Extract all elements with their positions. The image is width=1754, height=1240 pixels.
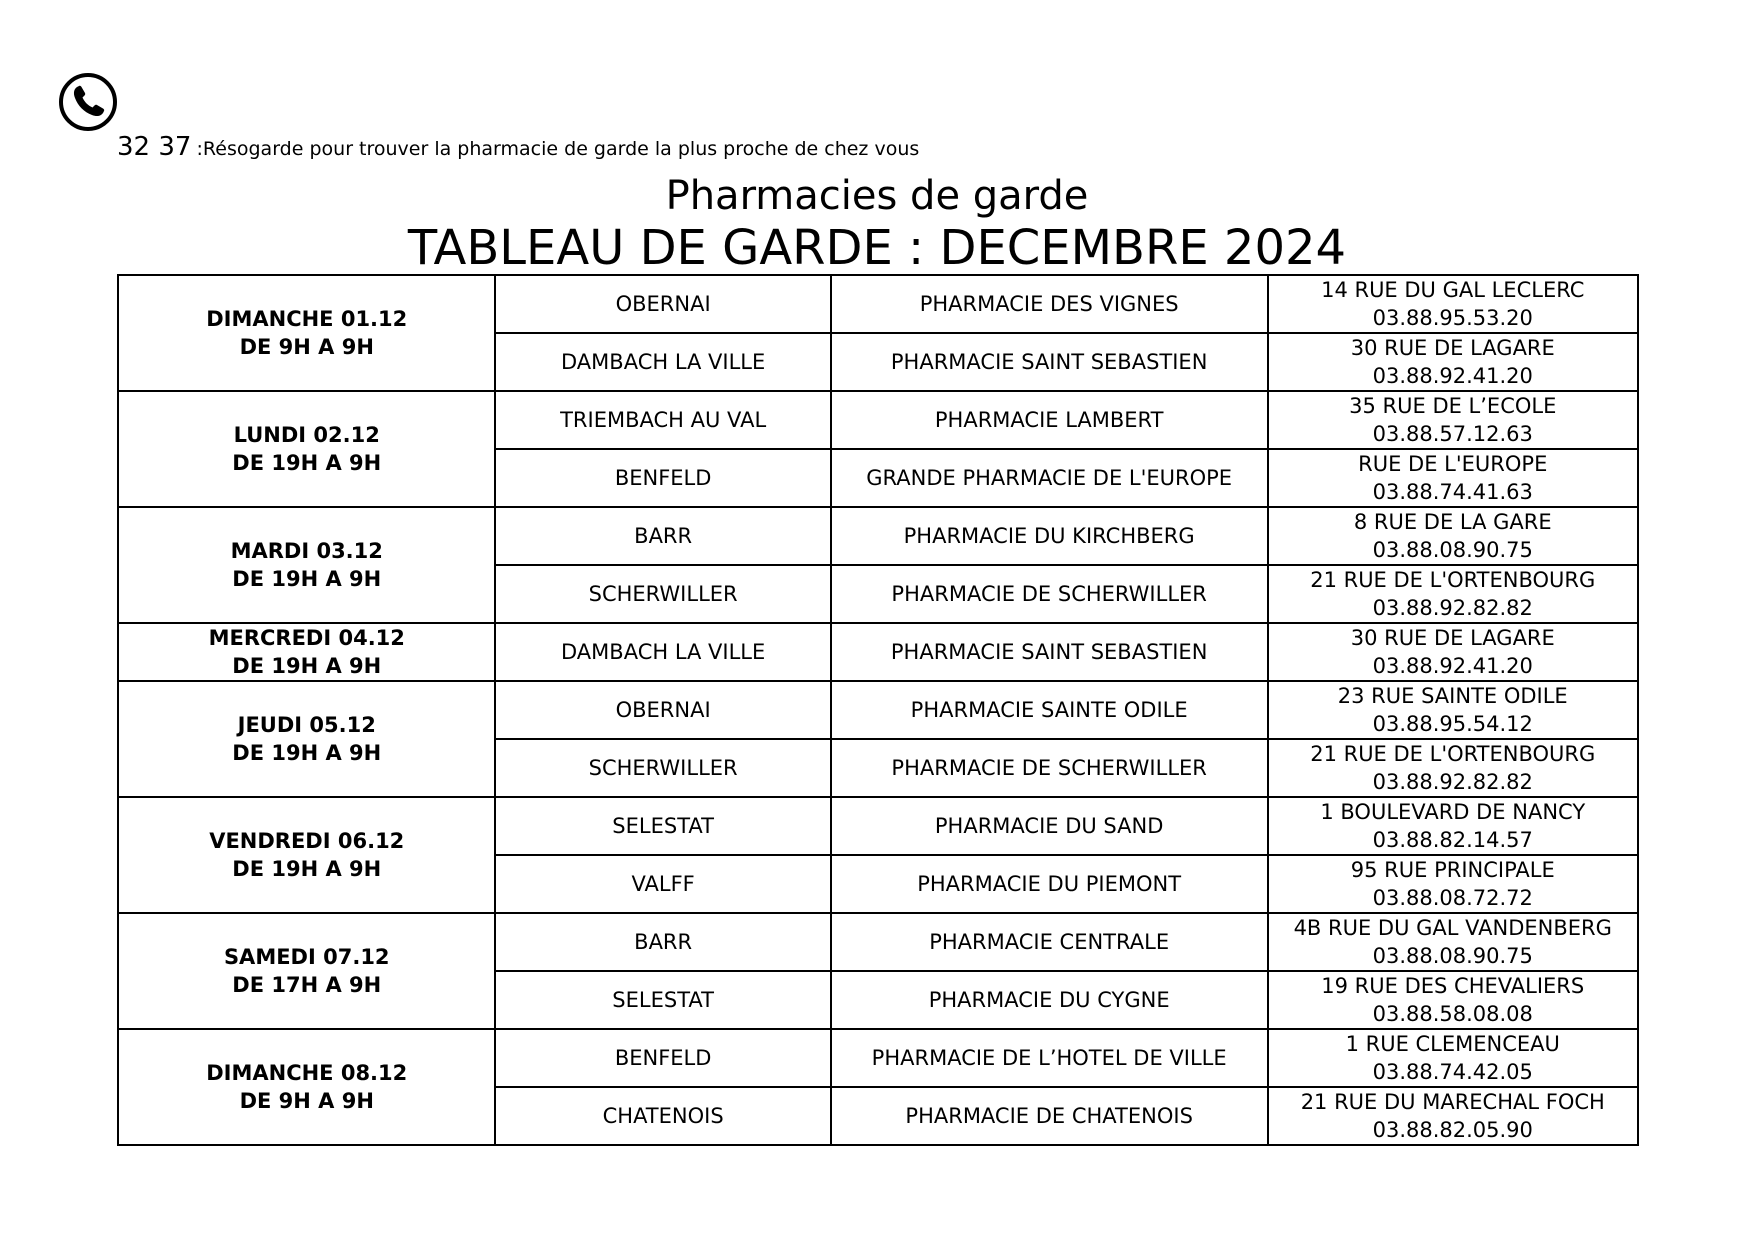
address-cell xyxy=(1268,797,1638,855)
phone-text: 03.88.74.42.05 xyxy=(1372,1060,1533,1084)
phone-text: 03.88.92.82.82 xyxy=(1372,770,1533,794)
town-cell: DAMBACH LA VILLE xyxy=(495,623,830,681)
hours-label: DE 9H A 9H xyxy=(239,1089,374,1113)
phone-text: 03.88.95.54.12 xyxy=(1372,712,1533,736)
day-label: SAMEDI 07.12 xyxy=(223,945,390,969)
address-text: 1 RUE CLEMENCEAU xyxy=(1345,1032,1560,1056)
day-cell xyxy=(118,681,495,797)
phone-text: 03.88.08.72.72 xyxy=(1372,886,1533,910)
address-text: 8 RUE DE LA GARE xyxy=(1353,510,1552,534)
town-cell: BARR xyxy=(495,913,830,971)
address-text: 23 RUE SAINTE ODILE xyxy=(1337,684,1568,708)
table-row xyxy=(118,1029,1638,1087)
hours-label: DE 19H A 9H xyxy=(232,654,382,678)
town-cell: BARR xyxy=(495,507,830,565)
address-cell xyxy=(1268,449,1638,507)
table-row xyxy=(118,275,1638,333)
page-title: TABLEAU DE GARDE : DECEMBRE 2024 xyxy=(407,220,1347,276)
phone-text: 03.88.74.41.63 xyxy=(1372,480,1533,504)
pharmacy-cell: PHARMACIE SAINT SEBASTIEN xyxy=(831,333,1268,391)
day-cell xyxy=(118,507,495,623)
phone-text: 03.88.08.90.75 xyxy=(1372,538,1533,562)
phone-text: 03.88.92.82.82 xyxy=(1372,596,1533,620)
town-cell: SELESTAT xyxy=(495,797,830,855)
pharmacy-cell: PHARMACIE DU CYGNE xyxy=(831,971,1268,1029)
address-text: 21 RUE DE L'ORTENBOURG xyxy=(1310,742,1596,766)
address-text: 14 RUE DU GAL LECLERC xyxy=(1321,278,1585,302)
hours-label: DE 9H A 9H xyxy=(239,335,374,359)
pharmacy-cell: PHARMACIE SAINTE ODILE xyxy=(831,681,1268,739)
pharmacy-cell: PHARMACIE DES VIGNES xyxy=(831,275,1268,333)
table-row xyxy=(118,797,1638,855)
day-cell xyxy=(118,1029,495,1145)
day-label: DIMANCHE 01.12 xyxy=(206,307,408,331)
pharmacy-cell: PHARMACIE DE SCHERWILLER xyxy=(831,739,1268,797)
day-label: DIMANCHE 08.12 xyxy=(206,1061,408,1085)
table-row xyxy=(118,391,1638,449)
hours-label: DE 17H A 9H xyxy=(232,973,382,997)
town-cell: BENFELD xyxy=(495,449,830,507)
pharmacy-cell: PHARMACIE DU SAND xyxy=(831,797,1268,855)
town-cell: OBERNAI xyxy=(495,275,830,333)
table-row xyxy=(118,507,1638,565)
pharmacy-cell: PHARMACIE DU KIRCHBERG xyxy=(831,507,1268,565)
address-cell xyxy=(1268,565,1638,623)
address-text: 4B RUE DU GAL VANDENBERG xyxy=(1293,916,1612,940)
guard-schedule-table xyxy=(117,274,1639,1146)
phone-text: 03.88.92.41.20 xyxy=(1372,654,1533,678)
address-text: 95 RUE PRINCIPALE xyxy=(1350,858,1555,882)
town-cell: SCHERWILLER xyxy=(495,739,830,797)
pharmacy-cell: PHARMACIE DE CHATENOIS xyxy=(831,1087,1268,1145)
pharmacy-cell: PHARMACIE DE SCHERWILLER xyxy=(831,565,1268,623)
table-row xyxy=(118,623,1638,681)
page-subtitle: Pharmacies de garde xyxy=(665,173,1089,219)
address-cell xyxy=(1268,507,1638,565)
phone-text: 03.88.92.41.20 xyxy=(1372,364,1533,388)
address-cell xyxy=(1268,855,1638,913)
pharmacy-cell: PHARMACIE LAMBERT xyxy=(831,391,1268,449)
address-text: 21 RUE DE L'ORTENBOURG xyxy=(1310,568,1596,592)
table-row xyxy=(118,913,1638,971)
hours-label: DE 19H A 9H xyxy=(232,857,382,881)
hotline-number: 32 37 xyxy=(117,132,192,162)
town-cell: TRIEMBACH AU VAL xyxy=(495,391,830,449)
address-cell xyxy=(1268,391,1638,449)
phone-icon xyxy=(58,72,118,132)
address-cell xyxy=(1268,623,1638,681)
pharmacy-cell: PHARMACIE DE L’HOTEL DE VILLE xyxy=(831,1029,1268,1087)
town-cell: CHATENOIS xyxy=(495,1087,830,1145)
address-cell xyxy=(1268,681,1638,739)
phone-text: 03.88.82.14.57 xyxy=(1372,828,1533,852)
pharmacy-cell: GRANDE PHARMACIE DE L'EUROPE xyxy=(831,449,1268,507)
phone-text: 03.88.82.05.90 xyxy=(1372,1118,1533,1142)
address-cell xyxy=(1268,275,1638,333)
address-text: 30 RUE DE LAGARE xyxy=(1350,336,1555,360)
phone-text: 03.88.95.53.20 xyxy=(1372,306,1533,330)
pharmacy-cell: PHARMACIE SAINT SEBASTIEN xyxy=(831,623,1268,681)
address-cell xyxy=(1268,333,1638,391)
town-cell: VALFF xyxy=(495,855,830,913)
phone-text: 03.88.58.08.08 xyxy=(1372,1002,1533,1026)
town-cell: DAMBACH LA VILLE xyxy=(495,333,830,391)
pharmacy-cell: PHARMACIE DU PIEMONT xyxy=(831,855,1268,913)
table-row xyxy=(118,681,1638,739)
address-cell xyxy=(1268,971,1638,1029)
pharmacy-cell: PHARMACIE CENTRALE xyxy=(831,913,1268,971)
hours-label: DE 19H A 9H xyxy=(232,567,382,591)
hours-label: DE 19H A 9H xyxy=(232,451,382,475)
day-cell xyxy=(118,797,495,913)
day-label: MERCREDI 04.12 xyxy=(208,626,405,650)
hours-label: DE 19H A 9H xyxy=(232,741,382,765)
day-label: MARDI 03.12 xyxy=(230,539,383,563)
address-cell xyxy=(1268,1029,1638,1087)
town-cell: SELESTAT xyxy=(495,971,830,1029)
address-cell xyxy=(1268,913,1638,971)
address-text: 35 RUE DE L’ECOLE xyxy=(1349,394,1557,418)
day-cell xyxy=(118,391,495,507)
address-text: 21 RUE DU MARECHAL FOCH xyxy=(1300,1090,1605,1114)
hotline xyxy=(117,132,919,162)
address-text: RUE DE L'EUROPE xyxy=(1358,452,1548,476)
address-text: 19 RUE DES CHEVALIERS xyxy=(1321,974,1585,998)
day-label: LUNDI 02.12 xyxy=(233,423,380,447)
address-text: 30 RUE DE LAGARE xyxy=(1350,626,1555,650)
address-text: 1 BOULEVARD DE NANCY xyxy=(1320,800,1586,824)
address-cell xyxy=(1268,1087,1638,1145)
address-cell xyxy=(1268,739,1638,797)
day-cell xyxy=(118,623,495,681)
phone-text: 03.88.08.90.75 xyxy=(1372,944,1533,968)
hotline-text: :Résogarde pour trouver la pharmacie de garde la plus proche de chez vous xyxy=(196,138,920,160)
day-label: JEUDI 05.12 xyxy=(237,713,376,737)
day-label: VENDREDI 06.12 xyxy=(209,829,405,853)
town-cell: OBERNAI xyxy=(495,681,830,739)
phone-text: 03.88.57.12.63 xyxy=(1372,422,1533,446)
town-cell: SCHERWILLER xyxy=(495,565,830,623)
day-cell xyxy=(118,913,495,1029)
day-cell xyxy=(118,275,495,391)
town-cell: BENFELD xyxy=(495,1029,830,1087)
